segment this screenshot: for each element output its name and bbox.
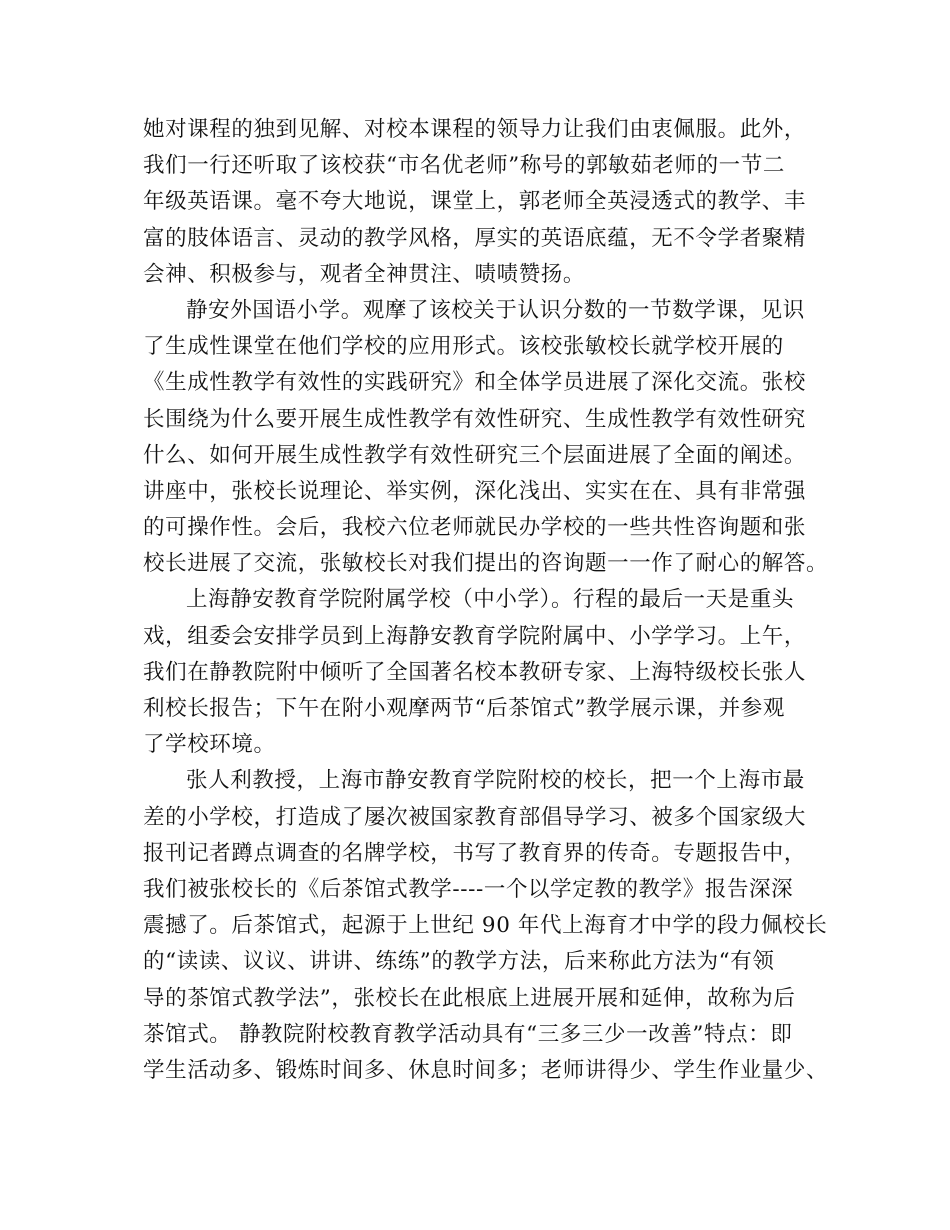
text-line: 报刊记者蹲点调查的名牌学校，书写了教育界的传奇。专题报告中，	[143, 840, 807, 866]
text-line: 她对课程的独到见解、对校本课程的领导力让我们由衷佩服。此外，	[143, 117, 807, 142]
paragraph-start-line: 静安外国语小学。观摩了该校关于认识分数的一节数学课，见识	[186, 297, 805, 323]
text-line: 富的肢体语言、灵动的教学风格，厚实的英语底蕴，无不令学者聚精	[143, 225, 807, 251]
text-line: 校长进展了交流，张敏校长对我们提出的咨询题一一作了耐心的解答。	[143, 551, 829, 577]
text-line: 的“读读、议议、讲讲、练练”的教学方法，后来称此方法为“有领	[143, 949, 775, 975]
text-line: 茶馆式。 静教院附校教育教学活动具有“三多三少一改善”特点：即	[143, 1021, 793, 1047]
text-line: 差的小学校，打造成了屡次被国家教育部倡导学习、被多个国家级大	[143, 804, 807, 830]
text-line: 我们一行还听取了该校获“市名优老师”称号的郭敏茹老师的一节二	[143, 153, 785, 179]
text-line: 《生成性教学有效性的实践研究》和全体学员进展了深化交流。张校	[143, 370, 807, 396]
text-line: 震撼了。后茶馆式，起源于上世纪 90 年代上海育才中学的段力佩校长	[143, 913, 828, 939]
text-line: 利校长报告；下午在附小观摩两节“后茶馆式”教学展示课，并参观	[143, 696, 785, 721]
text-line: 我们在静教院附中倾听了全国著名校本教研专家、上海特级校长张人	[143, 659, 807, 685]
text-line: 的可操作性。会后，我校六位老师就民办学校的一些共性咨询题和张	[143, 515, 807, 541]
text-line: 讲座中，张校长说理论、举实例，深化浅出、实实在在、具有非常强	[143, 478, 807, 504]
text-line: 了生成性课堂在他们学校的应用形式。该校张敏校长就学校开展的	[143, 334, 784, 360]
paragraph-start-line: 上海静安教育学院附属学校（中小学）。行程的最后一天是重头	[186, 587, 795, 613]
text-line: 学生活动多、锻炼时间多、休息时间多；老师讲得少、学生作业量少、	[143, 1057, 829, 1083]
text-line: 什么、如何开展生成性教学有效性研究三个层面进展了全面的阐述。	[143, 442, 807, 468]
text-line: 我们被张校长的《后茶馆式教学----一个以学定教的教学》报告深深	[143, 876, 794, 902]
document-body	[143, 112, 829, 1089]
text-line: 会神、积极参与，观者全神贯注、啧啧赞扬。	[143, 261, 586, 287]
text-line: 戏，组委会安排学员到上海静安教育学院附属中、小学学习。上午，	[143, 623, 807, 649]
paragraph-start-line: 张人利教授，上海市静安教育学院附校的校长，把一个上海市最	[186, 768, 805, 794]
text-line: 年级英语课。毫不夸大地说，课堂上，郭老师全英浸透式的教学、丰	[143, 189, 807, 215]
text-line: 导的茶馆式教学法”，张校长在此根底上进展开展和延伸，故称为后	[143, 985, 796, 1011]
text-line: 了学校环境。	[143, 732, 276, 758]
text-line: 长围绕为什么要开展生成性教学有效性研究、生成性教学有效性研究	[143, 406, 807, 432]
